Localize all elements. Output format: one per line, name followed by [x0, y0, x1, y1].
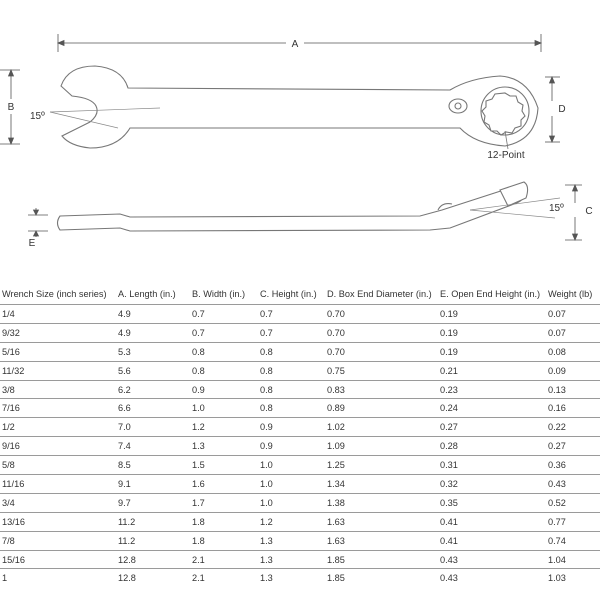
table-cell: 0.75: [325, 361, 438, 380]
table-cell: 0.07: [546, 305, 600, 324]
table-cell: 0.77: [546, 512, 600, 531]
table-cell: 1: [2, 573, 8, 584]
table-cell: 5/8: [0, 456, 116, 475]
dimension-c: [565, 185, 582, 240]
table-cell: 0.8: [258, 399, 325, 418]
table-cell: 8.5: [116, 456, 190, 475]
table-row: [0, 475, 600, 494]
table-cell: 0.70: [325, 342, 438, 361]
table-cell: 0.7: [258, 305, 325, 324]
table-cell: 0.8: [258, 342, 325, 361]
table-row: [0, 550, 600, 569]
header-width: B. Width (in.): [190, 284, 258, 305]
table-row: [0, 493, 600, 512]
table-row: [0, 361, 600, 380]
table-cell: 1/4: [0, 305, 116, 324]
table-cell: 1.03: [548, 573, 566, 584]
table-row: [0, 380, 600, 399]
table-cell: 1.85: [325, 550, 438, 569]
dimension-e: [28, 208, 48, 237]
table-cell: 7/8: [0, 531, 116, 550]
table-cell: 4.9: [116, 305, 190, 324]
table-cell: 11/32: [0, 361, 116, 380]
box-type-label: 12-Point: [487, 150, 525, 161]
table-cell: 13/16: [0, 512, 116, 531]
dimension-b-label: B: [7, 102, 15, 113]
table-cell: 0.9: [258, 418, 325, 437]
table-row: [0, 342, 600, 361]
table-cell: 6.2: [116, 380, 190, 399]
table-cell: 1.8: [190, 512, 258, 531]
table-cell: 7.4: [116, 437, 190, 456]
table-cell: 0.43: [440, 573, 458, 584]
table-cell: 1.0: [258, 493, 325, 512]
angle-side-label: 15º: [549, 203, 564, 214]
wrench-dimension-diagram: [0, 0, 600, 280]
table-cell: 1.34: [325, 475, 438, 494]
table-cell: 12.8: [116, 550, 190, 569]
table-cell: 1.0: [190, 399, 258, 418]
table-cell: 3/4: [0, 493, 116, 512]
table-cell: 11.2: [116, 512, 190, 531]
table-cell: 0.28: [438, 437, 546, 456]
table-row: [0, 323, 600, 342]
table-cell: 0.27: [546, 437, 600, 456]
table-cell: 1.3: [190, 437, 258, 456]
table-cell: 0.24: [438, 399, 546, 418]
table-row: [0, 399, 600, 418]
table-cell: 0.8: [258, 361, 325, 380]
table-cell: 0.41: [438, 531, 546, 550]
table-cell: 0.19: [438, 305, 546, 324]
header-wrench-size: Wrench Size (inch series): [0, 284, 116, 305]
table-cell: 0.9: [258, 437, 325, 456]
table-cell: 7/16: [0, 399, 116, 418]
table-cell: 1.25: [325, 456, 438, 475]
table-cell: 1.02: [325, 418, 438, 437]
table-cell: 0.8: [190, 361, 258, 380]
table-row: [0, 569, 600, 587]
angle-top-label: 15º: [30, 111, 45, 122]
table-cell: 11.2: [116, 531, 190, 550]
table-cell: 0.08: [546, 342, 600, 361]
table-cell: 0.43: [438, 550, 546, 569]
table-cell: 9.7: [116, 493, 190, 512]
table-header-row: [0, 284, 600, 305]
table-cell: 5.6: [116, 361, 190, 380]
table-cell: 5/16: [0, 342, 116, 361]
table-row: [0, 305, 600, 324]
table-row: [0, 512, 600, 531]
table-row: [0, 531, 600, 550]
table-cell: 1.63: [325, 512, 438, 531]
dimension-a: [58, 34, 541, 52]
table-cell: 0.19: [438, 323, 546, 342]
table-cell: 0.35: [438, 493, 546, 512]
wrench-size-table: [0, 284, 600, 587]
table-cell: 0.31: [438, 456, 546, 475]
table-cell: 0.27: [438, 418, 546, 437]
table-cell: 1.0: [258, 456, 325, 475]
table-cell: 0.21: [438, 361, 546, 380]
table-cell: 0.52: [546, 493, 600, 512]
table-cell: 1.0: [258, 475, 325, 494]
header-box-end-diameter: D. Box End Diameter (in.): [325, 284, 438, 305]
header-weight: Weight (lb): [546, 284, 600, 305]
table-cell: 1.38: [325, 493, 438, 512]
table-cell: 1.85: [327, 573, 345, 584]
table-cell: 2.1: [192, 573, 205, 584]
table-cell: 0.7: [258, 323, 325, 342]
header-length: A. Length (in.): [116, 284, 190, 305]
table-cell: 1.2: [258, 512, 325, 531]
table-cell: 12.8: [118, 573, 136, 584]
table-cell: 0.9: [190, 380, 258, 399]
table-cell: 0.74: [546, 531, 600, 550]
table-cell: 15/16: [0, 550, 116, 569]
table-cell: 1.8: [190, 531, 258, 550]
wrench-side-view: [58, 182, 528, 231]
table-row: [0, 418, 600, 437]
table-cell: 1.04: [546, 550, 600, 569]
table-row: [0, 456, 600, 475]
table-cell: 0.19: [438, 342, 546, 361]
table-cell: 9.1: [116, 475, 190, 494]
table-cell: 0.16: [546, 399, 600, 418]
table-cell: 0.89: [325, 399, 438, 418]
table-cell: 1.5: [190, 456, 258, 475]
table-cell: 0.7: [190, 323, 258, 342]
wrench-top-view: [61, 66, 538, 148]
dimension-e-label: E: [28, 238, 36, 249]
table-cell: 0.23: [438, 380, 546, 399]
table-cell: 0.22: [546, 418, 600, 437]
header-open-end-height: E. Open End Height (in.): [438, 284, 546, 305]
table-cell: 1.6: [190, 475, 258, 494]
table-cell: 0.43: [546, 475, 600, 494]
table-cell: 0.41: [438, 512, 546, 531]
table-cell: 0.36: [546, 456, 600, 475]
table-cell: 1.3: [260, 573, 273, 584]
table-cell: 0.70: [325, 305, 438, 324]
table-cell: 1/2: [0, 418, 116, 437]
table-cell: 0.7: [190, 305, 258, 324]
dimension-a-label: A: [291, 39, 299, 50]
table-cell: 3/8: [0, 380, 116, 399]
table-cell: 5.3: [116, 342, 190, 361]
header-height: C. Height (in.): [258, 284, 325, 305]
table-cell: 1.7: [190, 493, 258, 512]
table-cell: 11/16: [0, 475, 116, 494]
table-cell: 0.8: [190, 342, 258, 361]
dimension-d-label: D: [558, 104, 566, 115]
table-cell: 0.13: [546, 380, 600, 399]
table-cell: 0.09: [546, 361, 600, 380]
table-cell: 1.3: [258, 550, 325, 569]
table-row: [0, 437, 600, 456]
table-cell: 2.1: [190, 550, 258, 569]
table-cell: 0.83: [325, 380, 438, 399]
dimension-c-label: C: [585, 206, 593, 217]
table-cell: 9/16: [0, 437, 116, 456]
table-cell: 0.8: [258, 380, 325, 399]
table-cell: 1.3: [258, 531, 325, 550]
table-cell: 0.32: [438, 475, 546, 494]
table-cell: 9/32: [0, 323, 116, 342]
table-cell: 6.6: [116, 399, 190, 418]
table-cell: 4.9: [116, 323, 190, 342]
table-cell: 1.63: [325, 531, 438, 550]
table-cell: 0.07: [546, 323, 600, 342]
table-cell: 1.09: [325, 437, 438, 456]
table-cell: 0.70: [325, 323, 438, 342]
table-cell: 1.2: [190, 418, 258, 437]
table-cell: 7.0: [116, 418, 190, 437]
